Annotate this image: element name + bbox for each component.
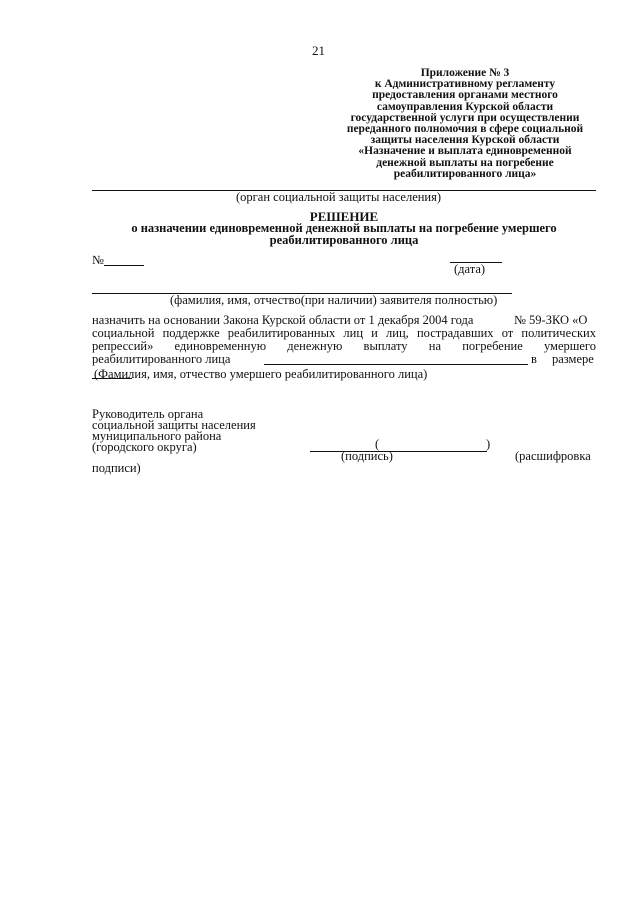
body-line: назначить на основании Закона Курской области от 1 декабря 2004 года <box>92 313 474 327</box>
signatory-line: Руководитель органа <box>92 407 204 421</box>
signatory-line: социальной защиты населения <box>92 418 256 432</box>
body-line-law-number: № 59-ЗКО «О <box>514 313 588 327</box>
appendix-line: предоставления органами местного <box>372 89 558 102</box>
decode-paren-open: ( <box>375 437 380 451</box>
document-title: РЕШЕНИЕ <box>309 209 379 224</box>
decode-caption-cont: подписи) <box>92 461 141 475</box>
deceased-name-line <box>264 364 528 365</box>
appendix-line: государственной услуги при осуществлении <box>350 111 580 124</box>
appendix-line: Приложение № 3 <box>420 67 510 79</box>
page-number: 21 <box>312 43 325 58</box>
body-line-amount-label: размере <box>552 352 594 366</box>
appendix-line: «Назначение и выплата единовременной <box>358 145 572 158</box>
body-line: реабилитированного лица <box>92 352 231 366</box>
number-label: № <box>92 253 104 267</box>
decode-paren-close: ) <box>486 437 491 451</box>
signatory-line: (городского округа) <box>92 440 197 454</box>
body-line: социальной поддержке реабилитированных лиц и лиц, пострадавших от политических <box>92 326 596 340</box>
appendix-line: самоуправления Курской области <box>376 100 554 113</box>
date-caption: (дата) <box>454 262 486 276</box>
number-line <box>104 265 144 266</box>
appendix-line: переданного полномочия в сфере социальной <box>346 123 584 136</box>
signatory-line: муниципального района <box>92 429 222 443</box>
body-line: репрессий» единовременную денежную выплату на погребение умершего <box>92 339 596 353</box>
appendix-line: денежной выплаты на погребение <box>376 156 554 169</box>
appendix-block <box>335 68 595 180</box>
decode-caption: (расшифровка <box>515 449 591 463</box>
signature-caption: (подпись) <box>341 449 393 463</box>
body-line-preposition: в <box>531 352 537 366</box>
applicant-caption: (фамилия, имя, отчество(при наличии) заявителя полностью) <box>170 293 498 307</box>
deceased-caption: (Фамилия, имя, отчество умершего реабилитированного лица) <box>94 367 428 381</box>
appendix-line: защиты населения Курской области <box>370 134 560 147</box>
document-subtitle-cont: реабилитированного лица <box>269 233 419 247</box>
appendix-line: реабилитированного лица» <box>393 167 537 180</box>
authority-caption: (орган социальной защиты населения) <box>236 190 442 204</box>
document-subtitle: о назначении единовременной денежной выплаты на погребение умершего <box>131 221 557 235</box>
appendix-line: к Административному регламенту <box>374 78 556 91</box>
decode-line <box>379 451 487 452</box>
